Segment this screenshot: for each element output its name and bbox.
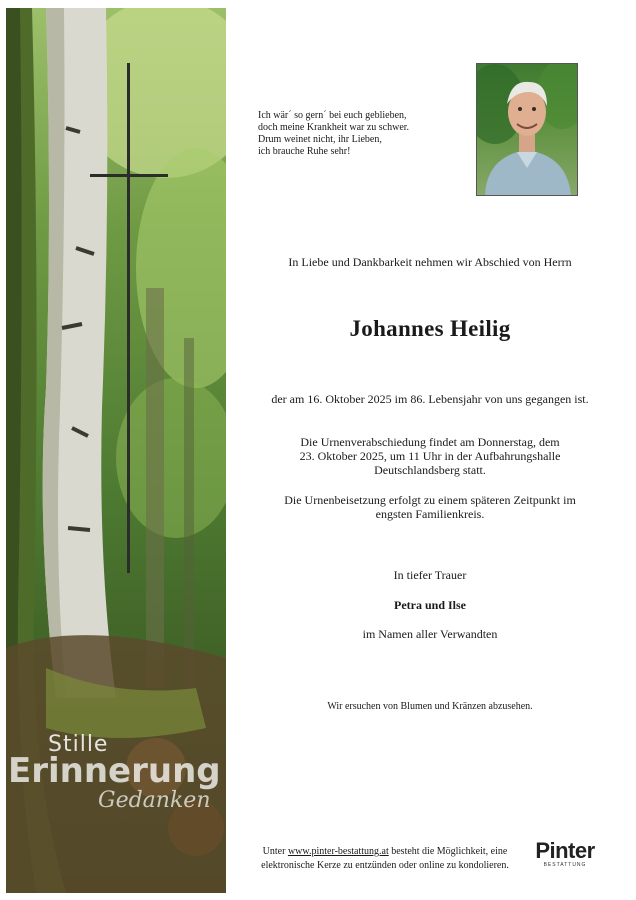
website-link[interactable]: www.pinter-bestattung.at bbox=[287, 846, 389, 857]
text-line: Die Urnenbeisetzung erfolgt zu einem späteren Zeitpunkt im bbox=[284, 493, 576, 507]
death-date-line: der am 16. Oktober 2025 im 86. Lebensjahr von uns gegangen ist. bbox=[271, 392, 589, 406]
deceased-name: Johannes Heilig bbox=[349, 316, 511, 341]
text-line: 23. Oktober 2025, um 11 Uhr in der Aufbahrungshalle bbox=[299, 449, 561, 463]
farewell-intro: In Liebe und Dankbarkeit nehmen wir Abschied von Herrn bbox=[288, 255, 572, 269]
text-line: engsten Familienkreis. bbox=[375, 507, 485, 521]
urn-burial-paragraph bbox=[230, 493, 630, 521]
poem-line: ich brauche Ruhe sehr! bbox=[258, 146, 351, 157]
logo-subtitle: BESTATTUNG bbox=[543, 862, 587, 868]
flowers-request: Wir ersuchen von Blumen und Kränzen abzusehen. bbox=[327, 701, 533, 712]
pinter-logo bbox=[528, 838, 602, 868]
cross-vertical-bar bbox=[127, 63, 130, 573]
poem-line: doch meine Krankheit war zu schwer. bbox=[258, 122, 410, 133]
mourning-line: In tiefer Trauer bbox=[393, 568, 467, 582]
portrait-photo bbox=[476, 63, 578, 196]
mourners-names: Petra und Ilse bbox=[394, 598, 466, 612]
text-line: Deutschlandsberg statt. bbox=[374, 463, 486, 477]
forest-image-panel bbox=[6, 8, 226, 893]
text-line: Die Urnenverabschiedung findet am Donnerstag, dem bbox=[300, 435, 560, 449]
footer-line-2: elektronische Kerze zu entzünden oder online zu kondolieren. bbox=[261, 860, 509, 871]
footer-note bbox=[240, 845, 530, 873]
decor-stille-text: Stille bbox=[48, 732, 109, 757]
urn-farewell-paragraph bbox=[230, 435, 630, 477]
decor-erinnerung-text: Erinnerung bbox=[8, 751, 221, 791]
poem-line: Drum weinet nicht, ihr Lieben, bbox=[258, 134, 382, 145]
poem bbox=[258, 110, 458, 158]
cross-horizontal-bar bbox=[90, 174, 168, 177]
poem-line: Ich wär´ so gern´ bei euch geblieben, bbox=[258, 110, 407, 121]
footer-line-1 bbox=[240, 845, 530, 859]
decor-gedanken-text: Gedanken bbox=[98, 788, 211, 813]
logo-brand: Pinter bbox=[535, 838, 595, 863]
footer-suffix: besteht die Möglichkeit, eine bbox=[388, 846, 508, 857]
portrait-illustration bbox=[477, 64, 577, 195]
relatives-line: im Namen aller Verwandten bbox=[362, 627, 498, 641]
footer-prefix: Unter bbox=[262, 846, 288, 857]
